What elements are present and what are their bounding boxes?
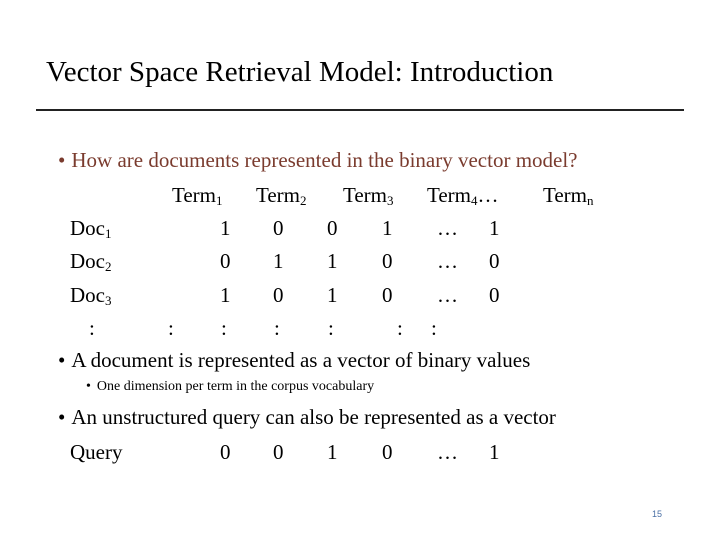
query-cell: 1	[327, 440, 338, 464]
query-cell: …	[437, 440, 458, 464]
ellipsis-mark: :	[221, 316, 227, 340]
matrix-cell: 0	[327, 216, 338, 240]
matrix-cell: 1	[327, 249, 338, 273]
page-number: 15	[652, 509, 663, 519]
matrix-cell: 1	[327, 283, 338, 307]
bullet-marker: •	[58, 348, 66, 372]
bullet-question-text: How are documents represented in the binary vector model?	[71, 148, 578, 172]
matrix-cell: 1	[273, 249, 284, 273]
sub-bullet-dimension-text: One dimension per term in the corpus vocabulary	[96, 379, 375, 394]
bullet-query-text: An unstructured query can also be represented as a vector	[71, 405, 556, 429]
bullet-query	[58, 403, 556, 431]
bullet-marker: •	[58, 405, 66, 429]
matrix-cell: 0	[382, 249, 393, 273]
doc-row-label: Doc$_2$	[70, 249, 112, 274]
query-row-label: Query	[70, 440, 123, 464]
matrix-cell: …	[437, 216, 458, 240]
matrix-cell: 1	[220, 216, 231, 240]
doc-row-label: Doc$_1$	[70, 216, 112, 241]
ellipsis-mark: :	[168, 316, 174, 340]
matrix-cell: 0	[220, 249, 231, 273]
title-divider	[36, 109, 684, 111]
doc-row-label: Doc$_3$	[70, 283, 112, 308]
bullet-representation	[58, 346, 530, 374]
matrix-cell: 1	[489, 216, 500, 240]
term-header: Term$_4$…	[427, 183, 499, 208]
bullet-marker: •	[86, 379, 91, 394]
term-header: Term$_2$	[256, 183, 307, 208]
matrix-cell: 0	[489, 283, 500, 307]
matrix-cell: …	[437, 249, 458, 273]
sub-bullet-dimension	[86, 377, 374, 397]
matrix-cell: 0	[273, 216, 284, 240]
ellipsis-mark: :	[274, 316, 280, 340]
ellipsis-mark: :	[431, 316, 437, 340]
bullet-marker: •	[58, 148, 66, 172]
ellipsis-mark: :	[397, 316, 403, 340]
term-header: Term$_n$	[543, 183, 594, 208]
ellipsis-mark: :	[328, 316, 334, 340]
term-header: Term$_1$	[172, 183, 223, 208]
slide-title: Vector Space Retrieval Model: Introduction	[46, 56, 554, 88]
term-header: Term$_3$	[343, 183, 394, 208]
matrix-cell: 1	[382, 216, 393, 240]
query-cell: 0	[273, 440, 284, 464]
matrix-cell: 0	[273, 283, 284, 307]
query-cell: 0	[382, 440, 393, 464]
ellipsis-mark: :	[89, 316, 95, 340]
matrix-cell: 0	[382, 283, 393, 307]
matrix-cell: 1	[220, 283, 231, 307]
matrix-cell: 0	[489, 249, 500, 273]
query-cell: 1	[489, 440, 500, 464]
matrix-cell: …	[437, 283, 458, 307]
bullet-question	[58, 146, 578, 174]
bullet-representation-text: A document is represented as a vector of binary values	[71, 348, 531, 372]
query-cell: 0	[220, 440, 231, 464]
